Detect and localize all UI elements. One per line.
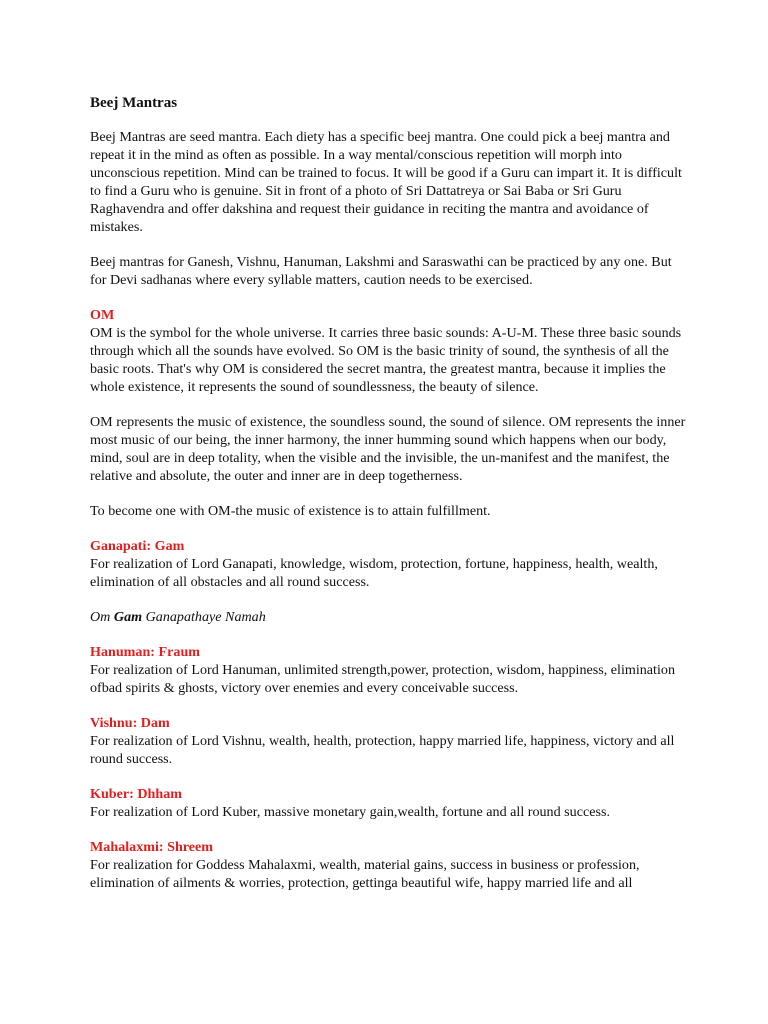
mantra-prefix: Om [90, 609, 114, 625]
mantra-suffix: Ganapathaye Namah [142, 609, 266, 625]
section-heading: Hanuman: Fraum [90, 644, 201, 660]
section-heading: Ganapati: Gam [90, 538, 185, 554]
section-paragraph: For realization of Lord Ganapati, knowledge, wisdom, protection, fortune, happiness, health, wealth, elimination of all obstacles and all round success. [90, 556, 658, 590]
intro-paragraph: Beej Mantras are seed mantra. Each diety has a specific beej mantra. One could pick a beej mantra and repeat it in the mind as often as possible. In a way mental/conscious repetition will morph into unconscious repetition. Mind can be trained to focus. It will be good if a Guru can impart it. It is difficult to find a Guru who is genuine. Sit in front of a photo of Sri Dattatreya or Sai Baba or Sri Guru Raghavendra and offer dakshina and request their guidance in reciting the mantra and avoidance of mistakes. [90, 129, 682, 235]
section-kuber [90, 785, 690, 821]
mantra-line [90, 608, 690, 626]
section-paragraph: For realization for Goddess Mahalaxmi, wealth, material gains, success in business or profession, elimination of ailments & worries, protection, gettinga beautiful wife, happy married life and all [90, 857, 640, 891]
section-ganapati [90, 537, 690, 626]
section-paragraph: For realization of Lord Kuber, massive monetary gain,wealth, fortune and all round success. [90, 804, 610, 820]
intro-paragraph: Beej mantras for Ganesh, Vishnu, Hanuman, Lakshmi and Saraswathi can be practiced by any one. But for Devi sadhanas where every syllable matters, caution needs to be exercised. [90, 254, 672, 288]
section-heading: Vishnu: Dam [90, 715, 170, 731]
section-paragraph: OM is the symbol for the whole universe. It carries three basic sounds: A-U-M. These three basic sounds through which all the sounds have evolved. So OM is the basic trinity of sound, the synthesis of all the basic roots. That's why OM is considered the secret mantra, the greatest mantra, because it implies the whole existence, it represents the sound of soundlessness, the beauty of silence. [90, 325, 682, 395]
section-hanuman [90, 643, 690, 697]
section-heading: Mahalaxmi: Shreem [90, 839, 214, 855]
section-vishnu [90, 714, 690, 768]
section-om [90, 306, 690, 520]
section-heading: Kuber: Dhham [90, 786, 183, 802]
section-mahalaxmi [90, 838, 690, 892]
section-paragraph: To become one with OM-the music of existence is to attain fulfillment. [90, 503, 491, 519]
document-page [90, 93, 690, 892]
section-paragraph: For realization of Lord Hanuman, unlimited strength,power, protection, wisdom, happiness, elimination ofbad spirits & ghosts, victory over enemies and every conceivable success. [90, 662, 675, 696]
section-paragraph: OM represents the music of existence, the soundless sound, the sound of silence. OM represents the inner most music of our being, the inner harmony, the inner humming sound which happens when our body, mind, soul are in deep totality, when the visible and the invisible, the un-manifest and the manifest, the relative and absolute, the outer and inner are in deep togetherness. [90, 414, 686, 484]
mantra-seed: Gam [113, 609, 143, 625]
section-paragraph: For realization of Lord Vishnu, wealth, health, protection, happy married life, happiness, victory and all round success. [90, 733, 675, 767]
document-title: Beej Mantras [90, 95, 178, 111]
section-heading: OM [90, 307, 115, 323]
